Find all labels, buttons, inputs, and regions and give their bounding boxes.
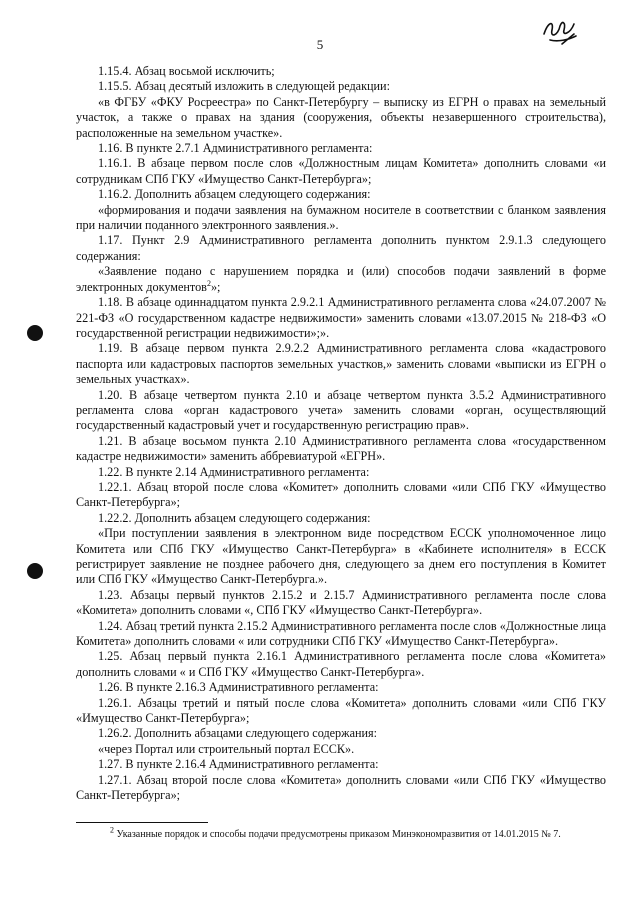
paragraph: 1.26. В пункте 2.16.3 Административного регламента:	[98, 680, 379, 695]
paragraph: 1.22.2. Дополнить абзацем следующего содержания:	[98, 510, 371, 525]
paragraph: 1.15.4. Абзац восьмой исключить;	[98, 64, 275, 78]
paragraph: 1.26.2. Дополнить абзацами следующего содержания:	[98, 726, 378, 741]
paragraph: 1.16.2. Дополнить абзацем следующего содержания:	[98, 187, 371, 202]
paragraph-with-footnote	[76, 264, 606, 295]
footnote-reference: 2	[206, 278, 211, 288]
paragraph-text: «Заявление подано с нарушением порядка и (или) способов подачи заявлений в форме электронных документов	[76, 264, 606, 294]
footnote-text: Указанные порядок и способы подачи предусмотрены приказом Минэкономразвития от 14.01.2015 № 7.	[116, 829, 561, 840]
page-number: 5	[316, 37, 324, 52]
paragraph: «формирования и подачи заявления на бумажном носителе в соответствии с бланком заявления при наличии поданного электронного заявления.».	[76, 202, 606, 233]
paragraph-tail: »;	[210, 279, 221, 294]
paragraph: 1.22.1. Абзац второй после слова «Комитет» дополнить словами «или СПб ГКУ «Имущество Санкт-Петербурга»;	[76, 479, 606, 510]
paragraph: 1.27. В пункте 2.16.4 Административного регламента:	[98, 757, 379, 772]
paragraph: 1.26.1. Абзацы третий и пятый после слова «Комитета» дополнить словами «или СПб ГКУ «Имущество Санкт-Петербурга»;	[76, 695, 606, 726]
footnote-divider	[76, 822, 208, 823]
paragraph: 1.23. Абзацы первый пунктов 2.15.2 и 2.15.7 Административного регламента после слова «Комитета» дополнить словами «, СПб ГКУ «Имущество Санкт-Петербурга».	[76, 587, 606, 618]
document-body	[76, 64, 606, 804]
paragraph: «в ФГБУ «ФКУ Росреестра» по Санкт-Петербургу – выписку из ЕГРН о правах на земельный участок, а также о правах на здания (сооружения, объекты незавершенного строительства), расположенные на земельном участке».	[76, 94, 606, 140]
paragraph: 1.24. Абзац третий пункта 2.15.2 Административного регламента после слов «Должностные лица Комитета» дополнить словами « или сотрудники СПб ГКУ «Имущество Санкт-Петербурга».	[76, 618, 606, 649]
paragraph: 1.20. В абзаце четвертом пункта 2.10 и абзаце четвертом пункта 3.5.2 Административного регламента слова «орган кадастрового учета» заменить словами «орган, осуществляющий государственный кадастровый учет и государственную регистрацию прав».	[76, 387, 606, 433]
paragraph: 1.16. В пункте 2.7.1 Административного регламента:	[98, 141, 373, 156]
paragraph: 1.25. Абзац первый пункта 2.16.1 Административного регламента после слова «Комитета» дополнить словами « и СПб ГКУ «Имущество Санкт-Петербурга».	[76, 649, 606, 679]
paragraph: «через Портал или строительный портал ЕССК».	[98, 741, 355, 756]
paragraph: 1.27.1. Абзац второй после слова «Комитета» дополнить словами «или СПб ГКУ «Имущество Санкт-Петербурга»;	[76, 772, 606, 803]
paragraph: 1.16.1. В абзаце первом после слов «Должностным лицам Комитета» дополнить словами «и сотрудникам СПб ГКУ «Имущество Санкт-Петербурга»;	[76, 156, 606, 186]
footnote-mark: 2	[110, 825, 114, 835]
handwritten-signature	[540, 14, 580, 48]
binder-hole-mark	[27, 325, 43, 341]
paragraph: 1.15.5. Абзац десятый изложить в следующей редакции:	[98, 79, 390, 94]
paragraph: 1.22. В пункте 2.14 Административного регламента:	[98, 464, 370, 479]
binder-hole-mark	[27, 563, 43, 579]
paragraph: 1.17. Пункт 2.9 Административного регламента дополнить пунктом 2.9.1.3 следующего содержания:	[76, 233, 606, 263]
paragraph: 1.18. В абзаце одиннадцатом пункта 2.9.2.1 Административного регламента слова «24.07.2007 № 221-ФЗ «О государственном кадастре недвижимости» заменить словами «13.07.2015 № 218-ФЗ «О государственной регистрации недвижимости»;».	[76, 295, 606, 340]
paragraph: 1.19. В абзаце первом пункта 2.9.2.2 Административного регламента слова «кадастрового паспорта или кадастровых паспортов земельных участков,» заменить словами «выписки из ЕГРН о земельных участках».	[76, 341, 606, 387]
paragraph: 1.21. В абзаце восьмом пункта 2.10 Административного регламента слова «государственном кадастре недвижимости» заменить аббревиатурой «ЕГРН».	[76, 433, 606, 464]
footnote	[110, 825, 561, 841]
paragraph: «При поступлении заявления в электронном виде посредством ЕССК уполномоченное лицо Комитета или СПб ГКУ «Имущество Санкт-Петербурга» в «Кабинете исполнителя» в ЕССК регистрирует заявление не позднее рабочего дня, следующего за днем его поступления в Комитет или СПб ГКУ «Имущество Санкт-Петербурга.».	[76, 526, 606, 587]
